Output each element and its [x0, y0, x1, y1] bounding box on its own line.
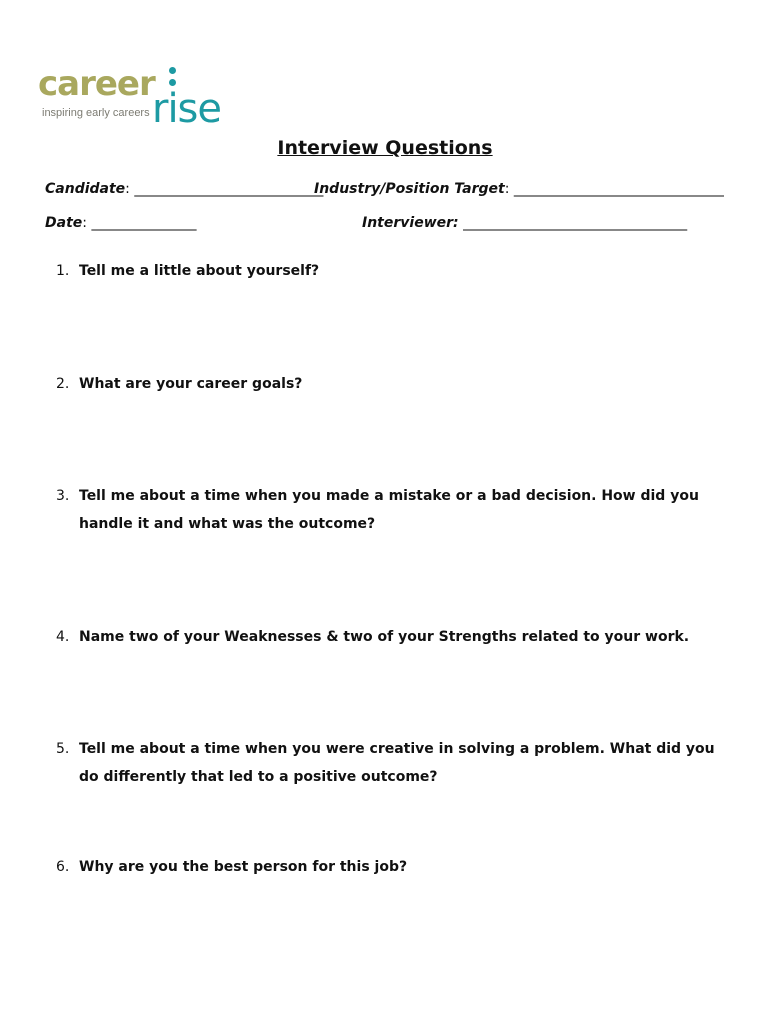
candidate-blank: ___________________________: [134, 181, 324, 197]
interviewer-label: Interviewer:: [362, 215, 459, 231]
question-item: [56, 853, 736, 881]
page-title: Interview Questions: [277, 137, 493, 159]
industry-field: [314, 180, 724, 198]
question-number: 3.: [56, 488, 70, 504]
question-text: Name two of your Weaknesses & two of your Strengths related to your work.: [79, 629, 690, 645]
date-blank: _______________: [91, 215, 197, 231]
candidate-label: Candidate: [45, 181, 126, 197]
date-colon: :: [82, 215, 87, 231]
question-text: What are your career goals?: [79, 376, 303, 392]
logo-dot: [169, 67, 176, 74]
question-item: [56, 735, 736, 791]
industry-colon: :: [504, 181, 510, 197]
career-rise-logo: [38, 64, 228, 136]
logo-tagline: inspiring early careers: [42, 107, 150, 119]
candidate-field: [45, 180, 323, 198]
interviewer-field: [362, 214, 687, 232]
question-text: Tell me about a time when you made a mistake or a bad decision. How did you handle it and what was the outcome?: [79, 488, 699, 532]
question-number: 1.: [56, 263, 70, 279]
question-text: Tell me about a time when you were creative in solving a problem. What did you do differently that led to a positive outcome?: [79, 741, 715, 785]
question-item: [56, 482, 736, 538]
question-text: Why are you the best person for this job?: [79, 859, 408, 875]
date-label: Date: [45, 215, 83, 231]
question-number: 4.: [56, 629, 70, 645]
question-text: Tell me a little about yourself?: [79, 263, 320, 279]
question-item: [56, 257, 736, 285]
question-item: [56, 623, 736, 651]
logo-rise-word: rise: [152, 86, 222, 132]
interviewer-blank: ________________________________: [463, 215, 688, 231]
date-field: [45, 214, 196, 232]
industry-blank: ______________________________: [513, 181, 724, 197]
question-number: 5.: [56, 741, 70, 757]
logo-dot: [169, 79, 176, 86]
question-number: 6.: [56, 859, 70, 875]
question-item: [56, 370, 736, 398]
logo-career-word: career: [38, 64, 155, 104]
candidate-colon: :: [125, 181, 130, 197]
industry-label: Industry/Position Target: [314, 181, 505, 197]
question-number: 2.: [56, 376, 70, 392]
